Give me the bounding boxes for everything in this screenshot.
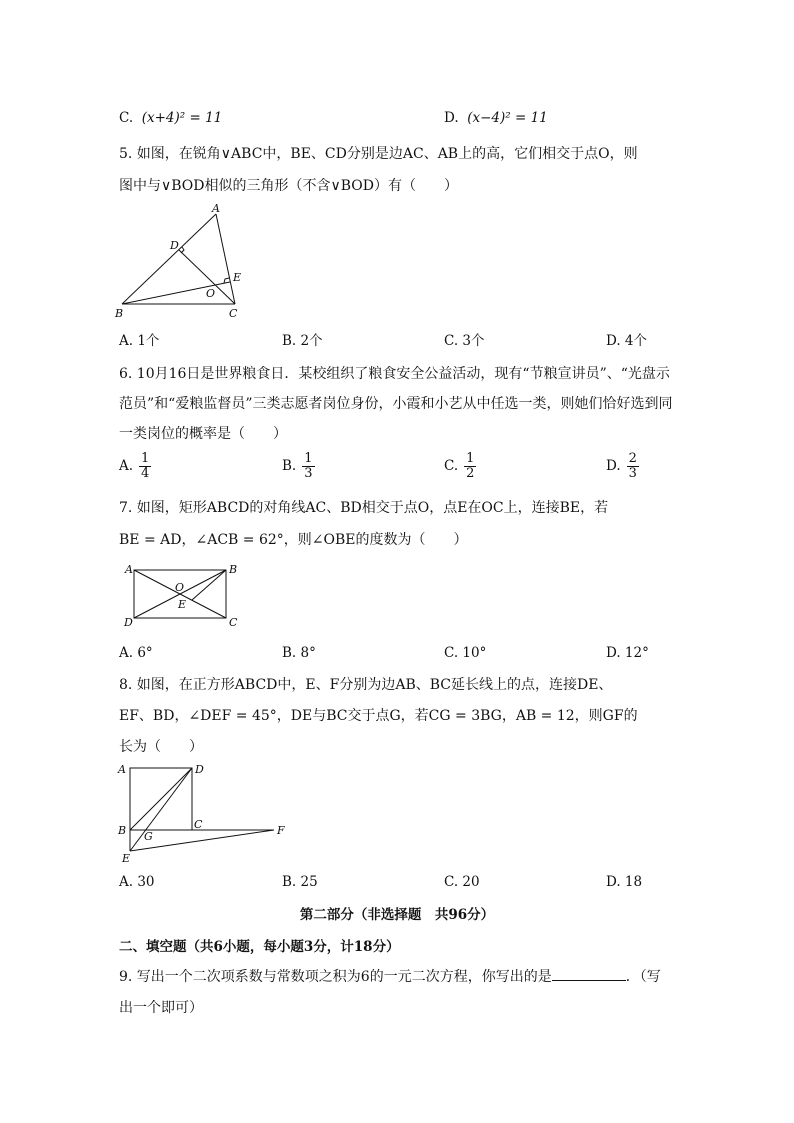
q7-option-c: C. 10°	[444, 645, 487, 661]
q7-point-b: B	[229, 563, 238, 576]
q8-point-c: C	[194, 818, 203, 831]
q8-text-line1: 8. 如图，在正方形ABCD中，E、F分别为边AB、BC延长线上的点，连接DE、	[119, 677, 613, 693]
q6-option-b: B. $\frac{1}{3}$	[282, 451, 313, 481]
q6-text-line2: 范员”和“爱粮监督员”三类志愿者岗位身份，小霞和小艺从中任选一类，则她们恰好选到同	[119, 396, 673, 412]
q9-text-line1	[119, 966, 661, 987]
q5-text-line2: 图中与∨BOD相似的三角形（不含∨BOD）有（ ）	[119, 178, 458, 194]
q7-point-d: D	[124, 616, 133, 629]
q5-right-angle-d	[181, 247, 184, 253]
q9-text-after-blank: ．（写	[625, 969, 661, 985]
q7-point-o: O	[175, 581, 185, 594]
q8-point-f: F	[277, 824, 285, 837]
q5-point-d: D	[170, 239, 179, 252]
q8-diagonal-bd	[130, 768, 192, 830]
q7-option-a: A. 6°	[119, 645, 153, 661]
q9-text-line2: 出一个即可）	[119, 1000, 203, 1016]
q5-text-line1: 5. 如图，在锐角∨ABC中，BE、CD分别是边AC、AB上的高，它们相交于点O，则	[119, 146, 638, 162]
q8-option-a: A. 30	[119, 874, 155, 890]
q7-text-line2: BE = AD，∠ACB = 62°，则∠OBE的度数为（ ）	[119, 532, 468, 548]
q6-option-d: D. $\frac{2}{3}$	[606, 451, 637, 481]
q5-side-ac	[216, 214, 235, 304]
q5-side-ab	[122, 214, 216, 304]
q6-text-line3: 一类岗位的概率是（ ）	[119, 426, 287, 442]
q7-point-a: A	[125, 563, 133, 576]
q8-segment-de	[130, 768, 192, 851]
q8-square-figure	[112, 760, 294, 866]
q7-option-d: D. 12°	[606, 645, 649, 661]
q8-option-c: C. 20	[444, 874, 480, 890]
part2-title: 第二部分（非选择题 共96分）	[299, 907, 495, 923]
q7-option-b: B. 8°	[282, 645, 316, 661]
q5-option-c: C. 3个	[444, 333, 485, 349]
q9-text-before-blank: 9. 写出一个二次项系数与常数项之积为6的一元二次方程，你写出的是	[119, 969, 552, 985]
q7-point-c: C	[229, 616, 238, 629]
q5-triangle-figure	[112, 202, 252, 324]
q8-point-b: B	[118, 824, 127, 837]
q4-option-c: C. (x+4)² = 11	[119, 110, 223, 126]
q6-text-line1: 6. 10月16日是世界粮食日．某校组织了粮食安全公益活动，现有“节粮宣讲员”、“光盘示	[119, 366, 670, 382]
q7-text-line1: 7. 如图，矩形ABCD的对角线AC、BD相交于点O，点E在OC上，连接BE，若	[119, 500, 609, 516]
q5-point-o: O	[206, 287, 216, 300]
q8-option-b: B. 25	[282, 874, 318, 890]
q5-point-a: A	[212, 202, 220, 215]
q8-option-d: D. 18	[606, 874, 643, 890]
q8-point-e: E	[122, 852, 131, 865]
q4-option-d: D. (x−4)² = 11	[444, 110, 548, 126]
q8-text-line3: 长为（ ）	[119, 739, 203, 755]
q5-point-e: E	[233, 271, 242, 284]
q7-rectangle-figure	[120, 562, 245, 630]
q6-option-c: C. $\frac{1}{2}$	[444, 451, 475, 481]
q5-option-b: B. 2个	[282, 333, 323, 349]
q6-option-a: A. $\frac{1}{4}$	[119, 451, 150, 481]
q5-point-b: B	[115, 307, 124, 320]
q9-answer-blank[interactable]	[552, 966, 626, 981]
q8-point-d: D	[195, 763, 204, 776]
q8-point-g: G	[144, 830, 153, 843]
q5-option-d: D. 4个	[606, 333, 648, 349]
q5-option-a: A. 1个	[119, 333, 160, 349]
section-fill-in-title: 二、填空题（共6小题，每小题3分，计18分）	[119, 939, 400, 955]
q7-point-e: E	[178, 598, 187, 611]
q5-point-c: C	[229, 307, 238, 320]
q8-text-line2: EF、BD，∠DEF = 45°，DE与BC交于点G，若CG = 3BG，AB = 12，则GF的	[119, 708, 638, 724]
q8-point-a: A	[118, 763, 126, 776]
